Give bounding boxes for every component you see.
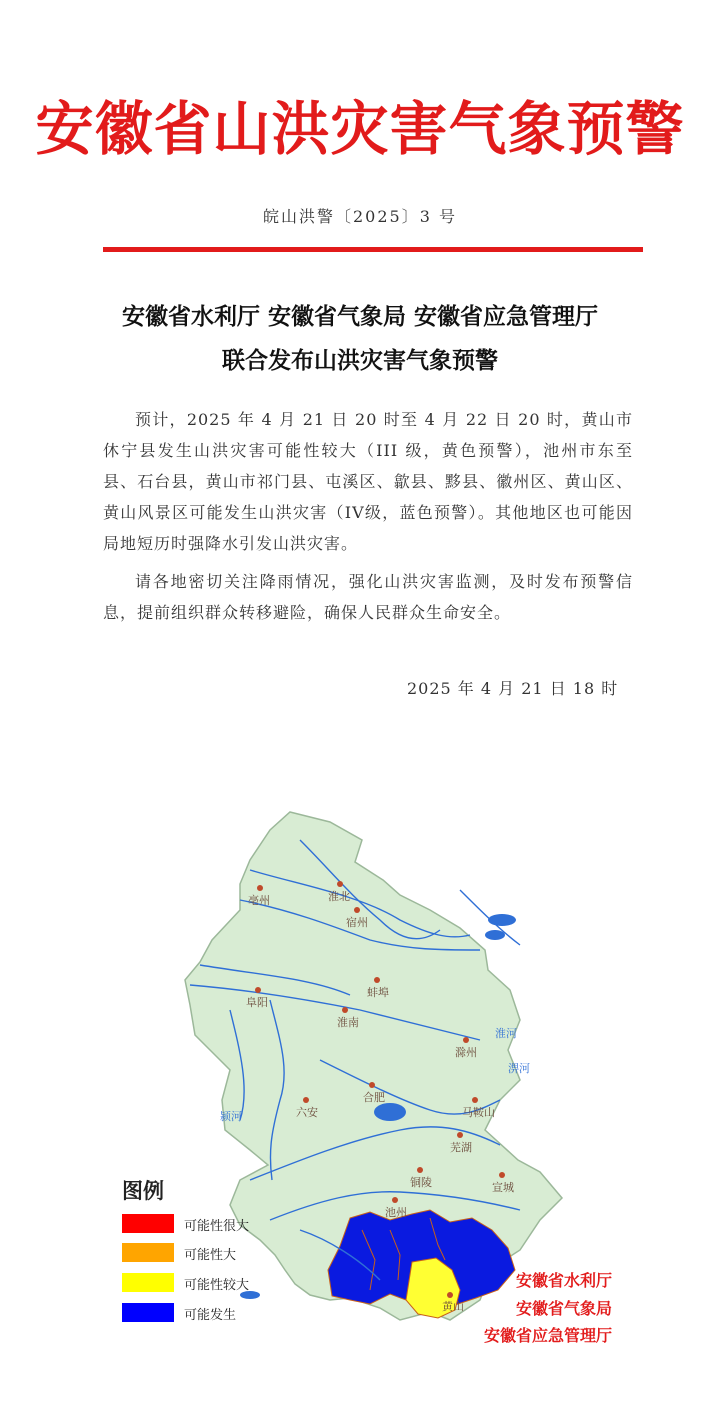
agency-meteorological: 安徽省气象局 xyxy=(516,1299,613,1318)
city-label: 蚌埠 xyxy=(367,986,389,999)
masthead-title: 安徽省山洪灾害气象预警 xyxy=(35,95,685,163)
legend-swatch-orange xyxy=(122,1243,174,1262)
legend-label: 可能性很大 xyxy=(184,1219,250,1234)
city-label: 宣城 xyxy=(492,1181,514,1194)
legend-label: 可能性大 xyxy=(184,1248,237,1263)
river-label: 淠河 xyxy=(508,1062,530,1075)
city-label: 芜湖 xyxy=(450,1141,472,1154)
legend-title: 图例 xyxy=(122,1179,164,1203)
legend-swatch-blue xyxy=(122,1303,174,1322)
river-label: 淮河 xyxy=(495,1027,517,1040)
city-label: 黄山 xyxy=(442,1300,464,1313)
agency-water-resources: 安徽省水利厅 xyxy=(516,1271,613,1290)
legend-label: 可能发生 xyxy=(184,1308,237,1323)
city-label: 亳州 xyxy=(248,894,270,907)
agency-emergency-management: 安徽省应急管理厅 xyxy=(484,1326,613,1345)
city-label: 宿州 xyxy=(346,916,368,929)
city-label: 铜陵 xyxy=(410,1176,432,1189)
legend-label: 可能性较大 xyxy=(184,1278,250,1293)
river-label: 颍河 xyxy=(220,1110,242,1123)
city-label: 合肥 xyxy=(363,1091,385,1104)
notice-title-line1: 安徽省水利厅 安徽省气象局 安徽省应急管理厅 xyxy=(121,303,598,330)
issue-date: 2025 年 4 月 21 日 18 时 xyxy=(407,679,619,698)
city-label: 淮南 xyxy=(337,1016,359,1029)
notice-title-line2: 联合发布山洪灾害气象预警 xyxy=(222,347,498,374)
legend-swatch-yellow xyxy=(122,1273,174,1292)
city-label: 阜阳 xyxy=(246,996,268,1009)
legend-swatch-red xyxy=(122,1214,174,1233)
forecast-paragraph: 预计，2025 年 4 月 21 日 20 时至 4 月 22 日 20 时，黄山市休宁县发生山洪灾害可能性较大（III 级，黄色预警），池州市东至县、石台县，黄山市祁门县、屯溪区、歙县、黟县、徽州区、黄山区、黄山风景区可能发生山洪灾害（IV级，蓝色预警）。其他地区也可能因局地短历时强降水引发山洪灾害。 xyxy=(103,410,633,553)
city-label: 池州 xyxy=(385,1206,407,1219)
city-label: 淮北 xyxy=(328,890,350,903)
city-label: 六安 xyxy=(296,1106,318,1119)
document-number: 皖山洪警〔2025〕3 号 xyxy=(263,207,457,226)
advice-paragraph: 请各地密切关注降雨情况，强化山洪灾害监测，及时发布预警信息，提前组织群众转移避险，确保人民群众生命安全。 xyxy=(103,572,633,622)
red-divider xyxy=(103,247,643,252)
city-label: 马鞍山 xyxy=(462,1106,495,1119)
city-label: 滁州 xyxy=(455,1046,477,1059)
